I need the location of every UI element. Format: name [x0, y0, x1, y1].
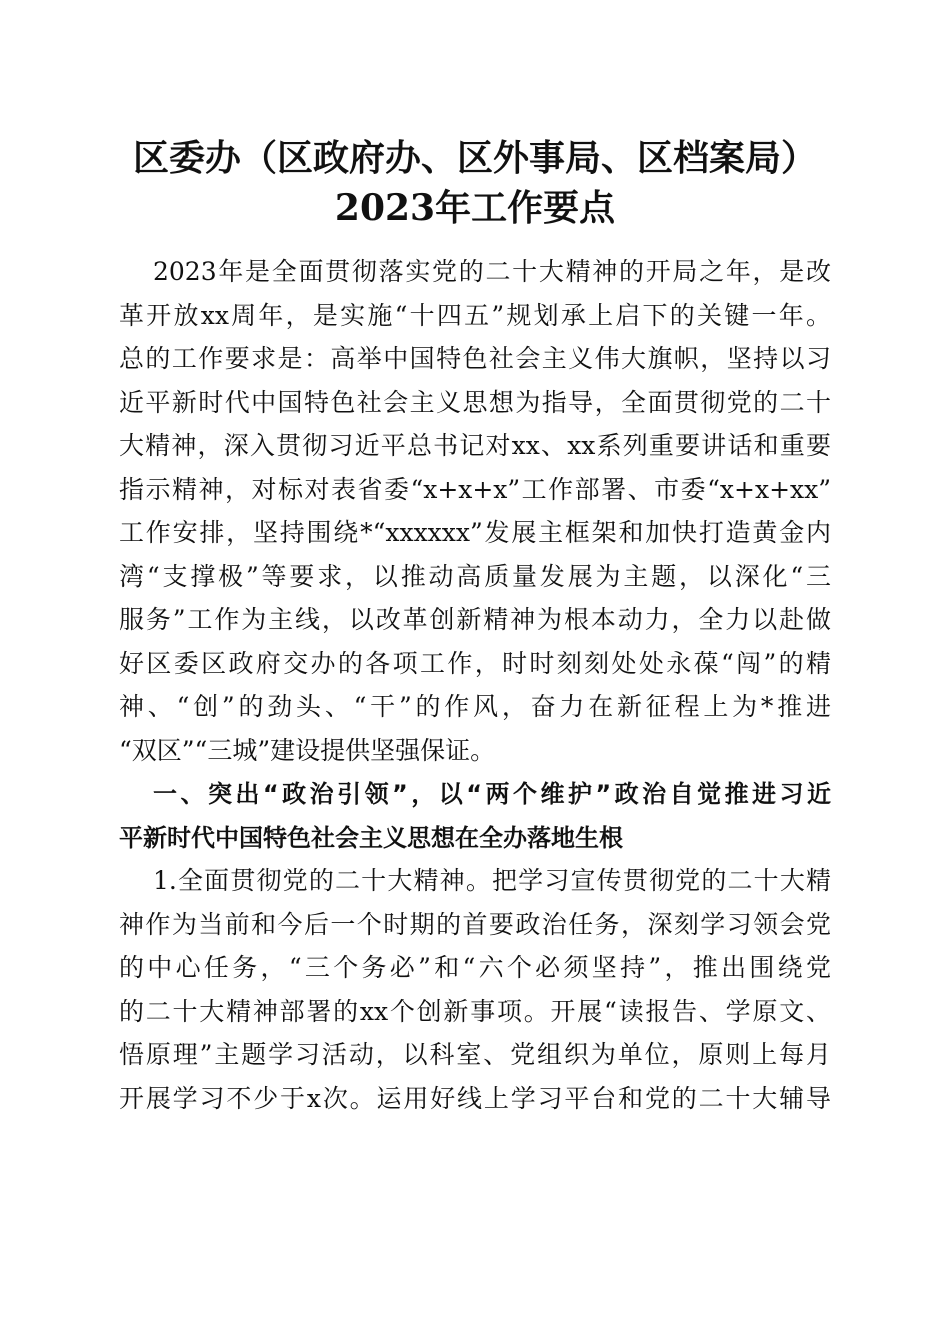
intro-line: 湾“支撑极”等要求，以推动高质量发展为主题，以深化“三 [119, 561, 831, 591]
intro-line: 总的工作要求是：高举中国特色社会主义伟大旗帜，坚持以习 [119, 344, 831, 373]
intro-line: 神、“创”的劲头、“干”的作风，奋力在新征程上为*推进 [119, 692, 831, 721]
intro-line: 大精神，深入贯彻习近平总书记对xx、xx系列重要讲话和重要 [119, 431, 831, 460]
item-line: 开展学习不少于x次。运用好线上学习平台和党的二十大辅导 [119, 1083, 831, 1113]
item-line: 悟原理”主题学习活动，以科室、党组织为单位，原则上每月 [119, 1040, 831, 1069]
section-heading-line: 平新时代中国特色社会主义思想在全办落地生根 [119, 823, 623, 852]
intro-line: 好区委区政府交办的各项工作，时时刻刻处处永葆“闯”的精 [119, 648, 831, 678]
item-line: 的中心任务，“三个务必”和“六个必须坚持”，推出围绕党 [119, 953, 831, 982]
item-line: 1.全面贯彻党的二十大精神。把学习宣传贯彻党的二十大精 [153, 866, 831, 895]
intro-line: 服务”工作为主线，以改革创新精神为根本动力，全力以赴做 [119, 605, 831, 634]
intro-line: 工作安排，坚持围绕*“xxxxxx”发展主框架和加快打造黄金内 [119, 518, 831, 547]
intro-line: “双区”“三城”建设提供坚强保证。 [119, 735, 496, 765]
section-heading-line: 一、突出“政治引领”，以“两个维护”政治自觉推进习近 [153, 780, 831, 808]
item-line: 的二十大精神部署的xx个创新事项。开展“读报告、学原文、 [119, 996, 831, 1026]
intro-line: 指示精神，对标对表省委“x+x+x”工作部署、市委“x+x+xx” [119, 474, 831, 504]
document-title-line-1: 区委办（区政府办、区外事局、区档案局） [132, 137, 817, 179]
intro-line: 革开放xx周年，是实施“十四五”规划承上启下的关键一年。 [119, 300, 831, 330]
intro-line: 2023年是全面贯彻落实党的二十大精神的开局之年，是改 [153, 257, 831, 286]
item-line: 神作为当前和今后一个时期的首要政治任务，深刻学习领会党 [119, 909, 831, 939]
document-title-line-2: 2023年工作要点 [334, 187, 616, 229]
intro-line: 近平新时代中国特色社会主义思想为指导，全面贯彻党的二十 [119, 387, 831, 417]
